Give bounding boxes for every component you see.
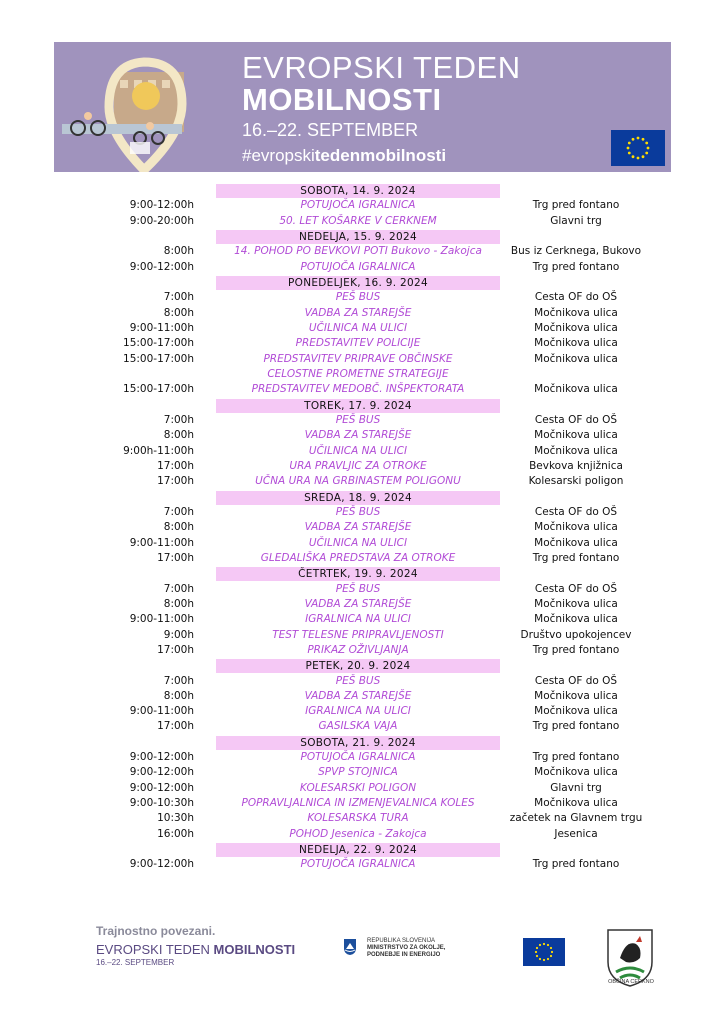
event-row (0, 306, 724, 321)
footer-title-regular: EVROPSKI TEDEN (96, 942, 214, 957)
event-time: 17:00h (157, 551, 194, 564)
event-location: Trg pred fontano (532, 643, 620, 656)
event-title: PEŠ BUS (335, 674, 381, 687)
event-time: 9:00-12:00h (129, 751, 194, 764)
event-location: Jesenica (554, 827, 598, 840)
ministry-line-1: REPUBLIKA SLOVENIJA (367, 938, 436, 944)
day-header-row (0, 275, 724, 290)
event-location: Močnikova ulica (534, 321, 618, 334)
event-location: Trg pred fontano (532, 720, 620, 733)
event-title: IGRALNICA NA ULICI (305, 705, 411, 718)
event-location: Trg pred fontano (532, 858, 620, 871)
event-title: PEŠ BUS (335, 413, 381, 426)
event-title: POTUJOČA IGRALNICA (300, 751, 416, 764)
event-title: 50. LET KOŠARKE V CERKNEM (279, 214, 437, 227)
day-label: SREDA, 18. 9. 2024 (216, 491, 500, 505)
event-title: 14. POHOD PO BEVKOVI POTI Bukovo - Zakojca (234, 245, 482, 258)
event-row (0, 198, 724, 213)
footer-logo-title (96, 942, 295, 957)
event-title: POTUJOČA IGRALNICA (300, 199, 416, 212)
event-location: začetek na Glavnem trgu (509, 812, 643, 825)
event-title: CELOSTNE PROMETNE STRATEGIJE (267, 367, 449, 380)
event-title: POTUJOČA IGRALNICA (300, 260, 416, 273)
event-row (0, 520, 724, 535)
day-label: PETEK, 20. 9. 2024 (216, 659, 500, 673)
event-title: KOLESARSKI POLIGON (299, 781, 417, 794)
event-location: Močnikova ulica (534, 797, 618, 810)
day-label: NEDELJA, 15. 9. 2024 (216, 230, 500, 244)
event-location: Močnikova ulica (534, 429, 618, 442)
event-title: POTUJOČA IGRALNICA (300, 858, 416, 871)
event-location: Trg pred fontano (532, 751, 620, 764)
ministry-logo (343, 938, 446, 960)
event-time: 9:00-11:00h (129, 613, 194, 626)
event-location: Močnikova ulica (534, 306, 618, 319)
event-row (0, 857, 724, 872)
event-time: 8:00h (163, 597, 194, 610)
event-time: 8:00h (163, 689, 194, 702)
event-row (0, 628, 724, 643)
banner-title-line2: MOBILNOSTI (242, 82, 442, 117)
event-location: Močnikova ulica (534, 521, 618, 534)
banner-title-line1: EVROPSKI TEDEN (242, 50, 521, 85)
event-time: 8:00h (163, 521, 194, 534)
event-time: 15:00-17:00h (123, 383, 194, 396)
schedule-table (0, 183, 724, 873)
event-time: 17:00h (157, 475, 194, 488)
event-title: VADBA ZA STAREJŠE (304, 429, 412, 442)
event-time: 16:00h (157, 827, 194, 840)
event-time: 9:00-20:00h (129, 214, 194, 227)
header-banner (54, 42, 671, 172)
event-row (0, 336, 724, 351)
event-location: Glavni trg (550, 214, 602, 227)
event-time: 7:00h (163, 674, 194, 687)
event-row (0, 505, 724, 520)
event-time: 7:00h (163, 505, 194, 518)
event-time: 9:00-12:00h (129, 766, 194, 779)
event-title: VADBA ZA STAREJŠE (304, 597, 412, 610)
event-row (0, 382, 724, 397)
event-row (0, 582, 724, 597)
day-header-row (0, 398, 724, 413)
day-header-row (0, 658, 724, 673)
event-title: PREDSTAVITEV POLICIJE (295, 337, 421, 350)
footer-logo-dates: 16.–22. SEPTEMBER (96, 958, 175, 967)
event-title: UČILNICA NA ULICI (308, 536, 408, 549)
day-header-row (0, 490, 724, 505)
event-location: Bus iz Cerknega, Bukovo (510, 245, 642, 258)
event-time: 15:00-17:00h (123, 337, 194, 350)
event-title: URA PRAVLJIC ZA OTROKE (289, 459, 427, 472)
event-row (0, 428, 724, 443)
event-time: 9:00-11:00h (129, 705, 194, 718)
day-header-row (0, 566, 724, 581)
event-location: Trg pred fontano (532, 551, 620, 564)
event-location: Cesta OF do OŠ (534, 291, 618, 304)
event-row (0, 367, 724, 382)
event-time: 9:00-11:00h (129, 536, 194, 549)
eu-flag-icon (611, 130, 665, 166)
event-time: 9:00-12:00h (129, 781, 194, 794)
event-location: Bevkova knjižnica (529, 459, 623, 472)
event-row (0, 551, 724, 566)
event-row (0, 536, 724, 551)
event-row (0, 689, 724, 704)
event-time: 9:00-10:30h (129, 797, 194, 810)
event-title: PEŠ BUS (335, 505, 381, 518)
event-title: PREDSTAVITEV MEDOBČ. INŠPEKTORATA (251, 383, 465, 396)
event-row (0, 674, 724, 689)
event-title: VADBA ZA STAREJŠE (304, 689, 412, 702)
event-location: Močnikova ulica (534, 766, 618, 779)
event-title: UČNA URA NA GRBINASTEM POLIGONU (255, 475, 461, 488)
event-row (0, 260, 724, 275)
footer-title-bold: MOBILNOSTI (213, 942, 296, 957)
event-time: 17:00h (157, 643, 194, 656)
event-title: KOLESARSKA TURA (307, 812, 409, 825)
eu-flag-footer-icon (523, 938, 565, 966)
event-location: Močnikova ulica (534, 705, 618, 718)
hashtag-bold: tedenmobilnosti (314, 146, 447, 165)
event-time: 9:00-12:00h (129, 199, 194, 212)
day-label: ČETRTEK, 19. 9. 2024 (216, 567, 500, 581)
event-location: Cesta OF do OŠ (534, 413, 618, 426)
event-location: Cesta OF do OŠ (534, 674, 618, 687)
event-location: Močnikova ulica (534, 597, 618, 610)
event-title: TEST TELESNE PRIPRAVLJENOSTI (272, 628, 444, 641)
event-location: Močnikova ulica (534, 613, 618, 626)
event-row (0, 244, 724, 259)
event-row (0, 214, 724, 229)
event-row (0, 765, 724, 780)
day-label: TOREK, 17. 9. 2024 (216, 399, 500, 413)
event-time: 9:00-11:00h (129, 321, 194, 334)
event-time: 8:00h (163, 306, 194, 319)
event-row (0, 290, 724, 305)
event-location: Močnikova ulica (534, 337, 618, 350)
event-title: PEŠ BUS (335, 582, 381, 595)
event-title: PEŠ BUS (335, 291, 381, 304)
event-title: POHOD Jesenica - Zakojca (289, 827, 427, 840)
event-time: 8:00h (163, 429, 194, 442)
event-time: 9:00h (163, 628, 194, 641)
event-location: Močnikova ulica (534, 689, 618, 702)
event-location: Močnikova ulica (534, 383, 618, 396)
slovenia-coat-of-arms-icon (343, 938, 357, 956)
event-location: Cesta OF do OŠ (534, 505, 618, 518)
event-time: 17:00h (157, 459, 194, 472)
event-title: POPRAVLJALNICA IN IZMENJEVALNICA KOLES (241, 797, 475, 810)
event-location: Društvo upokojencev (520, 628, 632, 641)
hashtag-prefix: #evropski (242, 146, 315, 165)
event-row (0, 781, 724, 796)
event-row (0, 811, 724, 826)
event-location: Močnikova ulica (534, 352, 618, 365)
event-row (0, 444, 724, 459)
event-time: 9:00-12:00h (129, 858, 194, 871)
banner-hashtag (242, 146, 446, 166)
event-row (0, 827, 724, 842)
event-row (0, 719, 724, 734)
event-time: 7:00h (163, 291, 194, 304)
map-pin-illustration-icon (54, 42, 224, 172)
ministry-line-2: MINISTRSTVO ZA OKOLJE, (367, 945, 446, 951)
municipality-label: OBČINA CERKNO (608, 979, 654, 985)
event-time: 17:00h (157, 720, 194, 733)
event-time: 9:00-12:00h (129, 260, 194, 273)
day-label: SOBOTA, 14. 9. 2024 (216, 184, 500, 198)
day-header-row (0, 842, 724, 857)
event-time: 15:00-17:00h (123, 352, 194, 365)
event-row (0, 413, 724, 428)
event-title: VADBA ZA STAREJŠE (304, 521, 412, 534)
event-location: Močnikova ulica (534, 536, 618, 549)
event-title: PRIKAZ OŽIVLJANJA (307, 643, 409, 656)
event-row (0, 750, 724, 765)
event-title: UČILNICA NA ULICI (308, 321, 408, 334)
event-row (0, 474, 724, 489)
event-row (0, 704, 724, 719)
event-title: VADBA ZA STAREJŠE (304, 306, 412, 319)
event-time: 7:00h (163, 582, 194, 595)
day-header-row (0, 735, 724, 750)
event-title: GASILSKA VAJA (318, 720, 398, 733)
day-label: NEDELJA, 22. 9. 2024 (216, 843, 500, 857)
event-row (0, 612, 724, 627)
ministry-text (367, 938, 487, 959)
event-title: IGRALNICA NA ULICI (305, 613, 411, 626)
event-time: 8:00h (163, 245, 194, 258)
ministry-line-3: PODNEBJE IN ENERGIJO (367, 952, 441, 958)
event-row (0, 643, 724, 658)
event-row (0, 352, 724, 367)
event-title: SPVP STOJNICA (318, 766, 398, 779)
day-header-row (0, 229, 724, 244)
event-row (0, 459, 724, 474)
event-time: 7:00h (163, 413, 194, 426)
event-location: Močnikova ulica (534, 444, 618, 457)
event-location: Glavni trg (550, 781, 602, 794)
event-location: Trg pred fontano (532, 260, 620, 273)
day-label: PONEDELJEK, 16. 9. 2024 (216, 276, 500, 290)
day-header-row (0, 183, 724, 198)
footer-tagline: Trajnostno povezani. (96, 924, 216, 938)
event-time: 10:30h (157, 812, 194, 825)
event-title: GLEDALIŠKA PREDSTAVA ZA OTROKE (260, 551, 456, 564)
day-label: SOBOTA, 21. 9. 2024 (216, 736, 500, 750)
event-time: 9:00h-11:00h (123, 444, 194, 457)
event-title: PREDSTAVITEV PRIPRAVE OBČINSKE (263, 352, 453, 365)
event-title: UČILNICA NA ULICI (308, 444, 408, 457)
event-location: Cesta OF do OŠ (534, 582, 618, 595)
event-location: Trg pred fontano (532, 199, 620, 212)
event-location: Kolesarski poligon (528, 475, 624, 488)
event-row (0, 796, 724, 811)
event-row (0, 597, 724, 612)
event-row (0, 321, 724, 336)
banner-dates: 16.–22. SEPTEMBER (242, 120, 419, 140)
